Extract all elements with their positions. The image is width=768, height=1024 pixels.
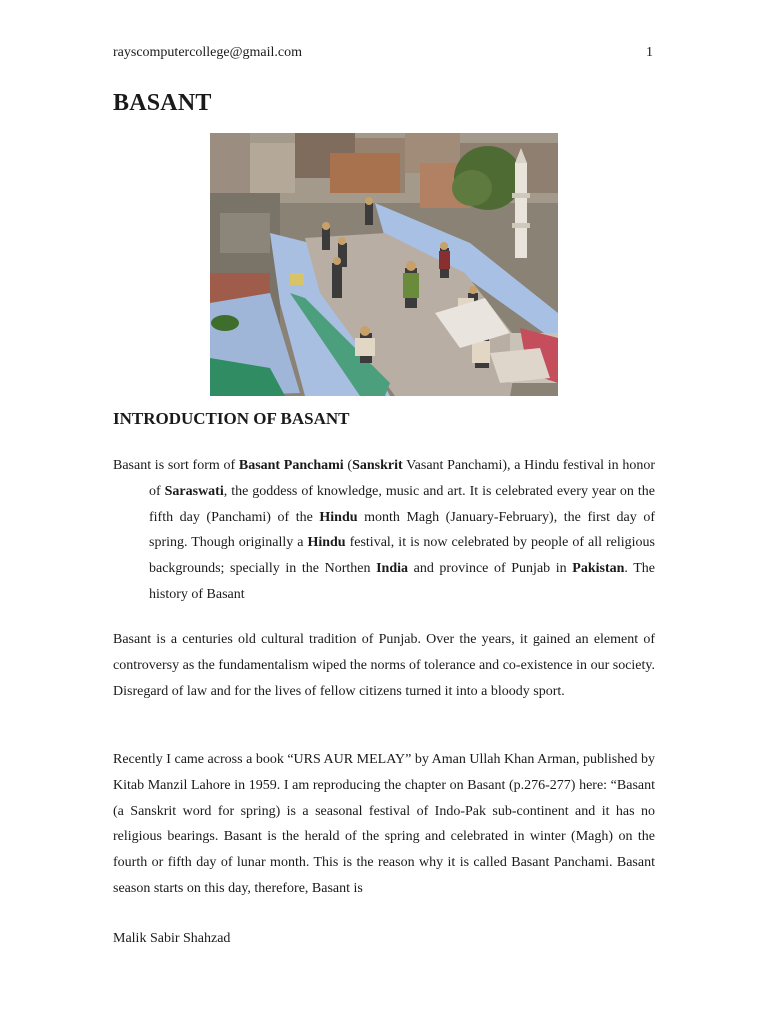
document-title: BASANT bbox=[113, 90, 212, 116]
header-email: rayscomputercollege@gmail.com bbox=[113, 45, 302, 60]
paragraph-introduction: Basant is sort form of Basant Panchami (Sanskrit Vasant Panchami), a Hindu festival in honor of Saraswati, the goddess of knowledge, music and art. It is celebrated every year on the fifth day (Panchami) of the Hindu month Magh (January-February), the first day of spring. Though originally a Hindu festival, it is now celebrated by people of all religious backgrounds; specially in the Northen India and province of Punjab in Pakistan. The history of Basant bbox=[113, 458, 656, 602]
paragraph-book-excerpt: Recently I came across a book “URS AUR MELAY” by Aman Ullah Khan Arman, published by Kitab Manzil Lahore in 1959. I am reproducing the chapter on Basant (p.276-277) here: “Basant (a Sanskrit word for spring) is a seasonal festival of Indo-Pak sub-continent and it has no religious bearings. Basant is the herald of the spring and celebrated in winter (Magh) on the fourth or fifth day of lunar month. This is the reason why it is called Basant Panchami. Basant season starts on this day, therefore, Basant is bbox=[113, 752, 655, 896]
page-number: 1 bbox=[646, 45, 653, 60]
rooftop-photo bbox=[210, 133, 558, 396]
paragraph-tradition: Basant is a centuries old cultural tradition of Punjab. Over the years, it gained an element of controversy as the fundamentalism wiped the norms of tolerance and co-existence in our society. Disregard of law and for the lives of fellow citizens turned it into a bloody sport. bbox=[113, 632, 655, 699]
footer-author: Malik Sabir Shahzad bbox=[113, 931, 231, 946]
section-heading: INTRODUCTION OF BASANT bbox=[113, 409, 350, 428]
